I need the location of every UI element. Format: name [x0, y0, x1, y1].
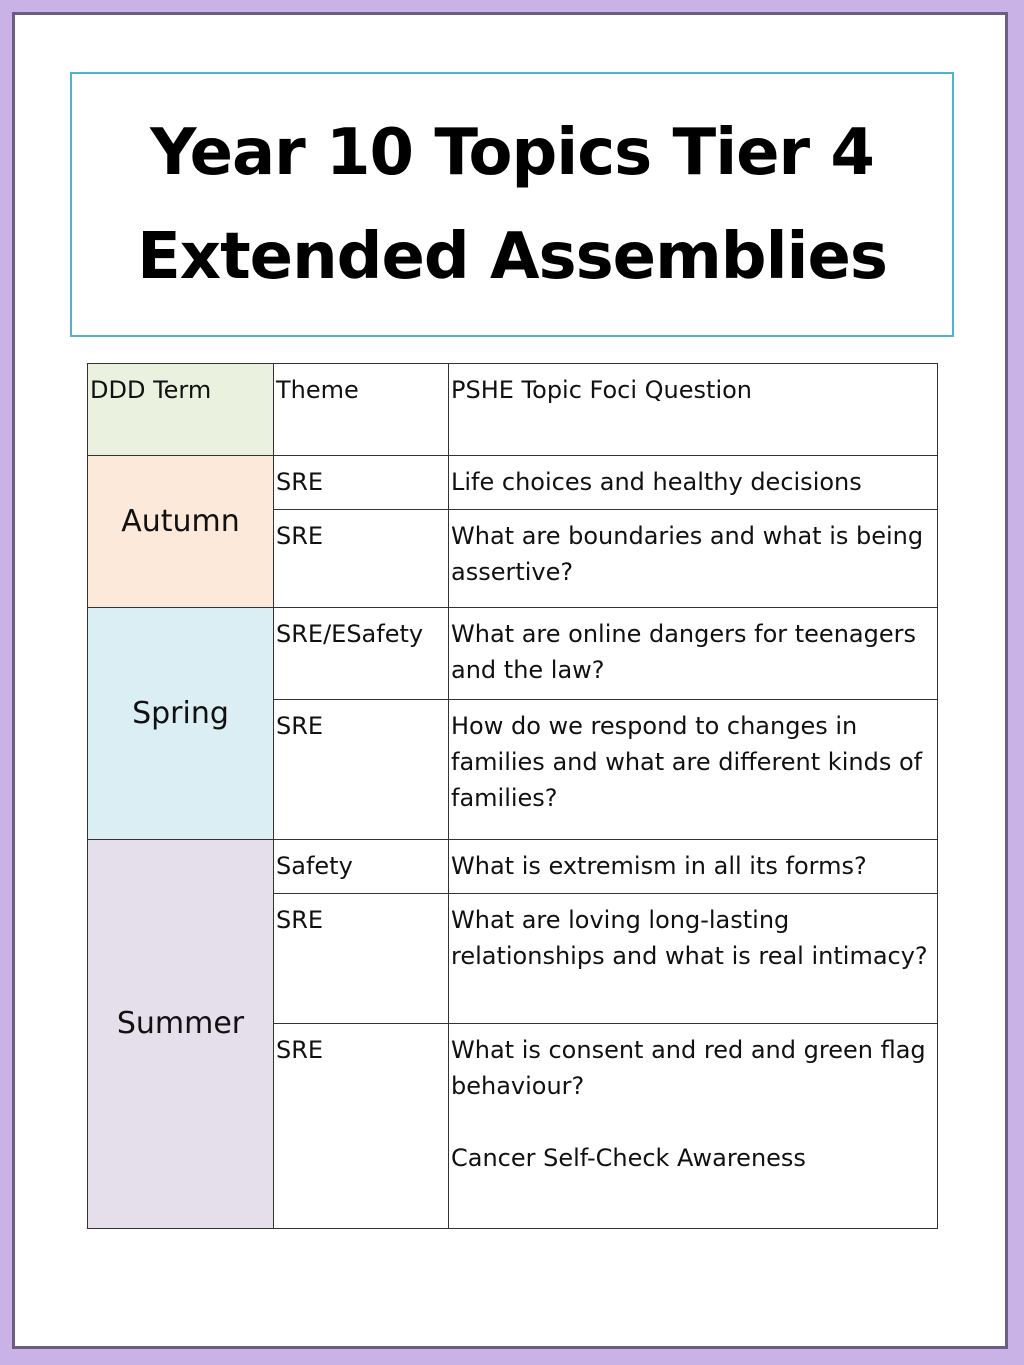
question-cell: What are boundaries and what is being assertive?	[449, 510, 938, 608]
term-label-spring: Spring	[132, 695, 229, 731]
question-text: What is consent and red and green flag behaviour?	[451, 1036, 926, 1100]
theme-cell: SRE	[274, 894, 449, 1024]
theme-cell: SRE	[274, 456, 449, 510]
header-question-cell: PSHE Topic Foci Question	[449, 364, 938, 456]
theme-cell: SRE	[274, 510, 449, 608]
question-cell: How do we respond to changes in families and what are different kinds of families?	[449, 700, 938, 840]
question-cell: What are loving long-lasting relationships and what is real intimacy?	[449, 894, 938, 1024]
table-row	[88, 456, 938, 510]
term-cell-spring	[88, 608, 274, 840]
term-label-summer: Summer	[116, 1006, 245, 1041]
term-cell-autumn	[88, 456, 274, 608]
question-cell: What is extremism in all its forms?	[449, 840, 938, 894]
topics-table	[87, 363, 938, 1229]
question-cell	[449, 1024, 938, 1229]
theme-cell: SRE	[274, 700, 449, 840]
title-box	[70, 72, 954, 337]
table-header-row	[88, 364, 938, 456]
table-row	[88, 608, 938, 700]
header-term-cell: DDD Term	[88, 364, 274, 456]
question-extra-text: Cancer Self-Check Awareness	[451, 1144, 806, 1172]
page-title-line-2: Extended Assemblies	[137, 219, 887, 294]
table-row	[88, 840, 938, 894]
term-label-autumn: Autumn	[121, 503, 240, 539]
theme-cell: SRE/ESafety	[274, 608, 449, 700]
theme-cell: Safety	[274, 840, 449, 894]
question-cell: Life choices and healthy decisions	[449, 456, 938, 510]
theme-cell: SRE	[274, 1024, 449, 1229]
page-title-line-1: Year 10 Topics Tier 4	[150, 115, 874, 190]
header-theme-cell: Theme	[274, 364, 449, 456]
question-cell: What are online dangers for teenagers and the law?	[449, 608, 938, 700]
term-cell-summer	[88, 840, 274, 1229]
